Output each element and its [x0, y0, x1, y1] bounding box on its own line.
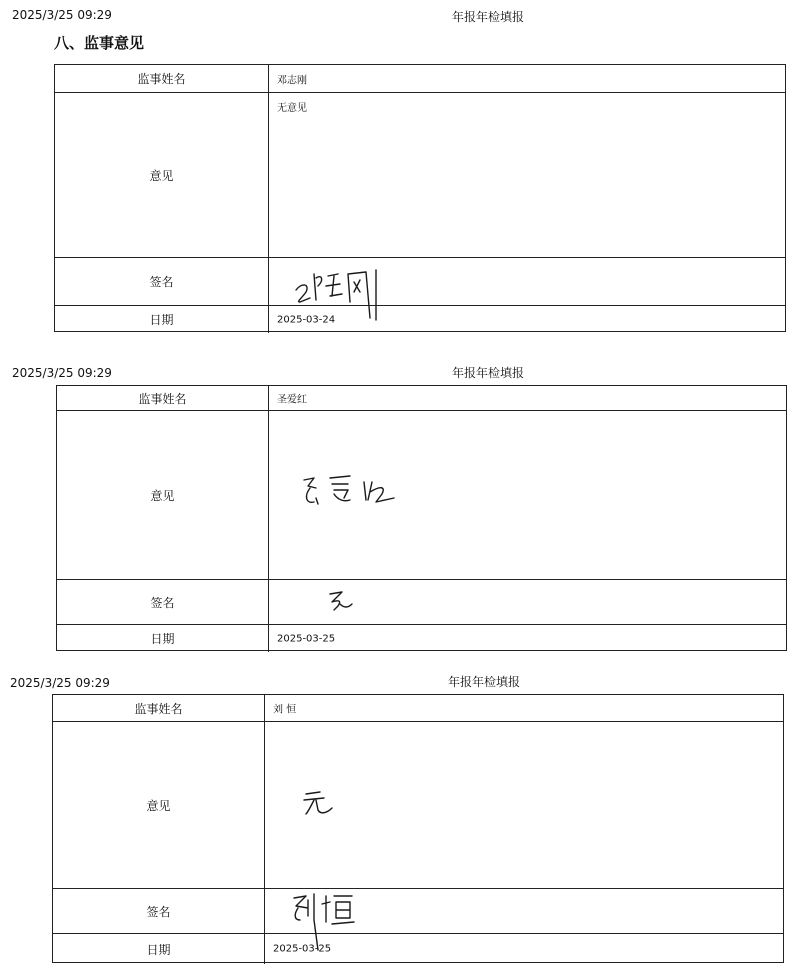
opinion-value-cell — [265, 722, 783, 888]
name-row — [53, 695, 783, 722]
signature-label: 签名 — [53, 889, 265, 933]
date-value: 2025-03-24 — [277, 314, 336, 325]
handwritten-signature-1 — [290, 262, 390, 324]
document-title: 年报年检填报 — [452, 366, 525, 380]
name-label: 监事姓名 — [55, 65, 269, 92]
signature-row — [53, 889, 783, 934]
opinion-label: 意见 — [55, 93, 269, 257]
section-title: 八、监事意见 — [54, 34, 145, 52]
date-label: 日期 — [53, 934, 265, 964]
name-value-cell — [269, 65, 785, 92]
handwritten-signature-3 — [288, 890, 358, 954]
signature-row — [57, 580, 786, 625]
signature-label: 签名 — [57, 580, 269, 624]
signature-row — [55, 258, 785, 306]
handwritten-signature-2 — [326, 588, 356, 612]
opinion-label: 意见 — [57, 411, 269, 579]
supervisor-table-2 — [56, 385, 787, 651]
handwritten-opinion-2 — [300, 472, 400, 508]
print-timestamp: 2025/3/25 09:29 — [10, 676, 110, 690]
date-value: 2025-03-25 — [277, 633, 336, 644]
date-value: 2025-03-25 — [273, 943, 332, 955]
opinion-value: 无意见 — [277, 103, 307, 114]
signature-label: 签名 — [55, 258, 269, 305]
handwritten-opinion-3 — [302, 788, 336, 816]
date-label: 日期 — [57, 625, 269, 652]
date-value-cell — [269, 625, 786, 652]
date-label: 日期 — [55, 306, 269, 333]
document-title: 年报年检填报 — [452, 10, 525, 24]
print-timestamp: 2025/3/25 09:29 — [12, 366, 112, 380]
opinion-value-cell — [269, 93, 785, 257]
opinion-row — [55, 93, 785, 258]
name-value-cell — [269, 386, 786, 410]
opinion-label: 意见 — [53, 722, 265, 888]
date-row — [57, 625, 786, 652]
date-row — [55, 306, 785, 333]
name-label: 监事姓名 — [57, 386, 269, 410]
name-row — [55, 65, 785, 93]
print-timestamp: 2025/3/25 09:29 — [12, 8, 112, 22]
name-label: 监事姓名 — [53, 695, 265, 721]
name-row — [57, 386, 786, 411]
name-value: 圣爱红 — [277, 394, 307, 406]
supervisor-table-3 — [52, 694, 784, 963]
opinion-row — [57, 411, 786, 580]
supervisor-table-1 — [54, 64, 786, 332]
document-title: 年报年检填报 — [448, 675, 521, 689]
opinion-row — [53, 722, 783, 889]
date-row — [53, 934, 783, 964]
name-value-cell — [265, 695, 783, 721]
name-value: 刘 恒 — [273, 704, 297, 716]
name-value: 邓志刚 — [277, 75, 307, 86]
